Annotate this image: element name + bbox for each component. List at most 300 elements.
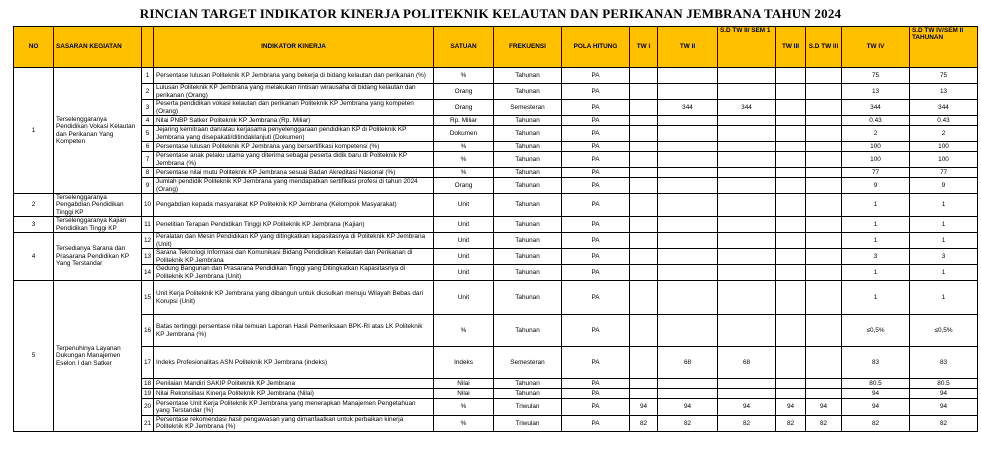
group-sasaran: Terpenuhinya Layanan Dukungan Manajemen Eselon I dan Satker <box>54 281 142 432</box>
sd-tw4-cell: 9 <box>910 178 978 194</box>
indicator-number: 18 <box>142 379 154 389</box>
tw2-cell <box>658 315 718 347</box>
group-sasaran: Terselenggaranya Kajian Pendidikan Tinggi KP <box>54 217 142 233</box>
sd-tw2-cell <box>718 281 776 315</box>
tw2-cell: 68 <box>658 347 718 379</box>
tw1-cell <box>630 217 658 233</box>
satuan-cell: % <box>434 68 494 84</box>
tw2-cell <box>658 281 718 315</box>
indicator-name: Persentase Unit Kerja Politeknik KP Jembrana yang menerapkan Manajemen Pengetahuan yang Terstandar (%) <box>154 399 434 416</box>
tw2-cell <box>658 178 718 194</box>
satuan-cell: Dokumen <box>434 126 494 142</box>
tw3-cell <box>776 217 806 233</box>
frekuensi-cell: Tahunan <box>494 142 562 152</box>
sd-tw3-cell <box>806 315 842 347</box>
satuan-cell: % <box>434 416 494 432</box>
indicator-name: Lulusan Politeknik KP Jembrana yang melakukan rintisan wirausaha di bidang kelautan dan perikanan (Orang) <box>154 84 434 100</box>
tw1-cell: 82 <box>630 416 658 432</box>
sd-tw3-cell <box>806 84 842 100</box>
tw4-cell: 1 <box>842 217 910 233</box>
tw4-cell: 82 <box>842 416 910 432</box>
sd-tw2-cell: 344 <box>718 100 776 116</box>
tw3-cell <box>776 116 806 126</box>
sd-tw4-cell: 1 <box>910 233 978 249</box>
indicator-name: Persentase rekomendasi hasil pengawasan yang dimanfaatkan untuk perbaikan kinerja Politeknik KP Jembrana (%) <box>154 416 434 432</box>
frekuensi-cell: Tahunan <box>494 379 562 389</box>
sd-tw2-cell <box>718 315 776 347</box>
tw2-cell <box>658 152 718 168</box>
pola-hitung-cell: PA <box>562 84 630 100</box>
indicator-number: 7 <box>142 152 154 168</box>
tw2-cell <box>658 142 718 152</box>
table-row <box>14 178 978 194</box>
table-row <box>14 347 978 379</box>
tw2-cell <box>658 126 718 142</box>
tw3-cell <box>776 389 806 399</box>
indicator-name: Jejaring kemitraan dan/atau kerjasama penyelenggaraan pendidikan KP di Politeknik KP Jembrana yang disepakati/ditindaklanjuti (Dokumen) <box>154 126 434 142</box>
sd-tw4-cell: 100 <box>910 142 978 152</box>
tw1-cell <box>630 116 658 126</box>
indicator-name: Persentase lulusan Politeknik KP Jembrana yang bersertifikasi kompetensi (%) <box>154 142 434 152</box>
pola-hitung-cell: PA <box>562 379 630 389</box>
tw1-cell <box>630 168 658 178</box>
frekuensi-cell: Tahunan <box>494 152 562 168</box>
sd-tw2-cell <box>718 168 776 178</box>
satuan-cell: % <box>434 315 494 347</box>
pola-hitung-cell: PA <box>562 347 630 379</box>
tw3-cell <box>776 379 806 389</box>
pola-hitung-cell: PA <box>562 233 630 249</box>
pola-hitung-cell: PA <box>562 265 630 281</box>
sd-tw4-cell: 344 <box>910 100 978 116</box>
table-row <box>14 249 978 265</box>
tw1-cell <box>630 142 658 152</box>
tw1-cell <box>630 265 658 281</box>
indicator-number: 9 <box>142 178 154 194</box>
indicator-number: 11 <box>142 217 154 233</box>
group-number: 3 <box>14 217 54 233</box>
tw2-cell <box>658 233 718 249</box>
frekuensi-cell: Semesteran <box>494 100 562 116</box>
tw1-cell <box>630 100 658 116</box>
sd-tw2-cell <box>718 249 776 265</box>
pola-hitung-cell: PA <box>562 152 630 168</box>
tw2-cell <box>658 249 718 265</box>
tw4-cell: 75 <box>842 68 910 84</box>
tw2-cell: 94 <box>658 399 718 416</box>
group-sasaran: Tersedianya Sarana dan Prasarana Pendidikan KP Yang Terstandar <box>54 233 142 281</box>
pola-hitung-cell: PA <box>562 217 630 233</box>
tw4-cell: 1 <box>842 265 910 281</box>
group-number: 5 <box>14 281 54 432</box>
pola-hitung-cell: PA <box>562 116 630 126</box>
sd-tw2-cell <box>718 389 776 399</box>
header-frekuensi: FREKUENSI <box>494 27 562 68</box>
table-row <box>14 399 978 416</box>
indicator-name: Persentase nilai mutu Politeknik KP Jembrana sesuai Badan Akreditasi Nasional (%) <box>154 168 434 178</box>
indicator-name: Persentase anak pelaku utama yang diterima sebagai peserta didik baru di Politeknik KP Jembrana (%) <box>154 152 434 168</box>
tw3-cell <box>776 84 806 100</box>
satuan-cell: Indeks <box>434 347 494 379</box>
indicator-name: Nilai Rekonsiliasi Kinerja Politeknik KP Jembrana (Nilai) <box>154 389 434 399</box>
indicator-number: 4 <box>142 116 154 126</box>
group-number: 2 <box>14 194 54 217</box>
sd-tw4-cell: 13 <box>910 84 978 100</box>
sd-tw4-cell: 75 <box>910 68 978 84</box>
tw1-cell <box>630 178 658 194</box>
header-no: NO <box>14 27 54 68</box>
frekuensi-cell: Tahunan <box>494 249 562 265</box>
group-number: 4 <box>14 233 54 281</box>
indicator-name: Peralatan dan Mesin Pendidikan KP yang ditingkatkan kapasitasnya di Politeknik KP Jembrana (Unit) <box>154 233 434 249</box>
header-tw1: TW I <box>630 27 658 68</box>
frekuensi-cell: Tahunan <box>494 84 562 100</box>
tw1-cell <box>630 281 658 315</box>
pola-hitung-cell: PA <box>562 126 630 142</box>
tw3-cell <box>776 265 806 281</box>
table-row <box>14 265 978 281</box>
indicator-number: 21 <box>142 416 154 432</box>
tw4-cell: 3 <box>842 249 910 265</box>
tw3-cell <box>776 347 806 379</box>
tw3-cell <box>776 142 806 152</box>
tw1-cell <box>630 379 658 389</box>
frekuensi-cell: Tahunan <box>494 194 562 217</box>
table-row <box>14 116 978 126</box>
indicator-number: 14 <box>142 265 154 281</box>
satuan-cell: Nilai <box>434 389 494 399</box>
pola-hitung-cell: PA <box>562 399 630 416</box>
sd-tw3-cell <box>806 116 842 126</box>
indicator-name: Sarana Teknologi Informasi dan Komunikasi Bidang Pendidikan Kelautan dan Perikanan di Politeknik KP Jembrana <box>154 249 434 265</box>
document-title: RINCIAN TARGET INDIKATOR KINERJA POLITEKNIK KELAUTAN DAN PERIKANAN JEMBRANA TAHUN 2024 <box>139 6 842 21</box>
indicator-number: 17 <box>142 347 154 379</box>
pola-hitung-cell: PA <box>562 168 630 178</box>
table-row <box>14 217 978 233</box>
indicator-number: 6 <box>142 142 154 152</box>
indicator-number: 2 <box>142 84 154 100</box>
indicator-number: 15 <box>142 281 154 315</box>
tw4-cell: 77 <box>842 168 910 178</box>
indicator-name: Jumlah pendidik Politeknik KP Jembrana yang mendapatkan sertifikasi profesi di tahun 2024 (Orang) <box>154 178 434 194</box>
indicator-number: 16 <box>142 315 154 347</box>
frekuensi-cell: Semesteran <box>494 347 562 379</box>
sd-tw2-cell <box>718 194 776 217</box>
pola-hitung-cell: PA <box>562 68 630 84</box>
tw2-cell <box>658 116 718 126</box>
tw1-cell <box>630 152 658 168</box>
satuan-cell: Unit <box>434 217 494 233</box>
table-row <box>14 281 978 315</box>
header-sasaran: SASARAN KEGIATAN <box>54 27 142 68</box>
table-row <box>14 315 978 347</box>
tw4-cell: 94 <box>842 399 910 416</box>
table-row <box>14 416 978 432</box>
indicator-name: Nilai PNBP Satker Politeknik KP Jembrana (Rp. Miliar) <box>154 116 434 126</box>
pola-hitung-cell: PA <box>562 100 630 116</box>
sd-tw3-cell <box>806 379 842 389</box>
sd-tw3-cell <box>806 142 842 152</box>
header-tw2: TW II <box>658 27 718 68</box>
sd-tw4-cell: 2 <box>910 126 978 142</box>
indicator-number: 20 <box>142 399 154 416</box>
indicator-number: 19 <box>142 389 154 399</box>
tw1-cell <box>630 389 658 399</box>
indicator-name: Pengabdian kepada masyarakat KP Politeknik KP Jembrana (Kelompok Masyarakat) <box>154 194 434 217</box>
header-tw3: TW III <box>776 27 806 68</box>
tw2-cell <box>658 217 718 233</box>
pola-hitung-cell: PA <box>562 142 630 152</box>
sd-tw4-cell: 0.43 <box>910 116 978 126</box>
satuan-cell: % <box>434 399 494 416</box>
sd-tw3-cell <box>806 168 842 178</box>
tw2-cell: 344 <box>658 100 718 116</box>
sd-tw4-cell: ≤0,5% <box>910 315 978 347</box>
frekuensi-cell: Tahunan <box>494 116 562 126</box>
sd-tw3-cell <box>806 217 842 233</box>
satuan-cell: Unit <box>434 233 494 249</box>
sd-tw2-cell <box>718 152 776 168</box>
sd-tw2-cell <box>718 116 776 126</box>
tw3-cell <box>776 315 806 347</box>
table-row <box>14 84 978 100</box>
tw4-cell: 1 <box>842 194 910 217</box>
sd-tw4-cell: 100 <box>910 152 978 168</box>
satuan-cell: Unit <box>434 265 494 281</box>
indicator-name: Peserta pendidikan vokasi kelautan dan perikanan Politeknik KP Jembrana yang kompeten (Orang) <box>154 100 434 116</box>
frekuensi-cell: Triwulan <box>494 416 562 432</box>
sd-tw3-cell <box>806 126 842 142</box>
sd-tw3-cell <box>806 265 842 281</box>
tw3-cell <box>776 281 806 315</box>
tw1-cell <box>630 315 658 347</box>
sd-tw2-cell <box>718 142 776 152</box>
sd-tw3-cell: 82 <box>806 416 842 432</box>
indicator-name: Penilaian Mandiri SAKIP Politeknik KP Jembrana <box>154 379 434 389</box>
header-row <box>14 27 978 68</box>
sd-tw4-cell: 77 <box>910 168 978 178</box>
group-sasaran: Terselenggaranya Pendidikan Vokasi Kelautan dan Perikanan Yang Kompeten <box>54 68 142 194</box>
sd-tw3-cell <box>806 233 842 249</box>
sd-tw4-cell: 94 <box>910 389 978 399</box>
header-pola-hitung: POLA HITUNG <box>562 27 630 68</box>
sd-tw2-cell <box>718 233 776 249</box>
indicator-name: Unit Kerja Politeknik KP Jembrana yang dibangun untuk diusulkan menuju Wilayah Bebas dari Korupsi (Unit) <box>154 281 434 315</box>
sd-tw2-cell <box>718 126 776 142</box>
header-sd-tw2: S.D TW II/ SEM 1 <box>718 27 776 68</box>
tw2-cell <box>658 84 718 100</box>
sd-tw2-cell <box>718 265 776 281</box>
frekuensi-cell: Tahunan <box>494 265 562 281</box>
tw2-cell <box>658 68 718 84</box>
sd-tw3-cell <box>806 389 842 399</box>
tw3-cell <box>776 68 806 84</box>
tw2-cell <box>658 265 718 281</box>
sd-tw4-cell: 1 <box>910 194 978 217</box>
satuan-cell: Orang <box>434 100 494 116</box>
tw2-cell <box>658 389 718 399</box>
sd-tw4-cell: 83 <box>910 347 978 379</box>
tw4-cell: 100 <box>842 152 910 168</box>
sd-tw3-cell <box>806 194 842 217</box>
satuan-cell: % <box>434 142 494 152</box>
sd-tw3-cell <box>806 100 842 116</box>
satuan-cell: Nilai <box>434 379 494 389</box>
sd-tw3-cell <box>806 249 842 265</box>
pola-hitung-cell: PA <box>562 416 630 432</box>
sd-tw4-cell: 3 <box>910 249 978 265</box>
tw4-cell: 94 <box>842 389 910 399</box>
header-indikator: INDIKATOR KINERJA <box>154 27 434 68</box>
satuan-cell: Rp. Miliar <box>434 116 494 126</box>
sd-tw4-cell: 82 <box>910 416 978 432</box>
tw4-cell: 13 <box>842 84 910 100</box>
pola-hitung-cell: PA <box>562 178 630 194</box>
tw3-cell <box>776 126 806 142</box>
frekuensi-cell: Tahunan <box>494 217 562 233</box>
indicator-number: 5 <box>142 126 154 142</box>
indicator-name: Indeks Profesionalitas ASN Politeknik KP Jembrana (indeks) <box>154 347 434 379</box>
tw1-cell <box>630 233 658 249</box>
sd-tw2-cell <box>718 178 776 194</box>
pola-hitung-cell: PA <box>562 389 630 399</box>
sd-tw3-cell: 94 <box>806 399 842 416</box>
header-satuan: SATUAN <box>434 27 494 68</box>
tw3-cell <box>776 178 806 194</box>
tw4-cell: ≤0,5% <box>842 315 910 347</box>
tw4-cell: 80.5 <box>842 379 910 389</box>
tw1-cell <box>630 347 658 379</box>
table-row <box>14 68 978 84</box>
frekuensi-cell: Tahunan <box>494 68 562 84</box>
tw4-cell: 344 <box>842 100 910 116</box>
tw4-cell: 100 <box>842 142 910 152</box>
tw1-cell <box>630 126 658 142</box>
sd-tw3-cell <box>806 152 842 168</box>
tw4-cell: 0.43 <box>842 116 910 126</box>
satuan-cell: % <box>434 152 494 168</box>
sd-tw4-cell: 1 <box>910 217 978 233</box>
sd-tw2-cell: 82 <box>718 416 776 432</box>
header-idx <box>142 27 154 68</box>
indicator-number: 8 <box>142 168 154 178</box>
indicator-number: 1 <box>142 68 154 84</box>
indicator-number: 10 <box>142 194 154 217</box>
tw1-cell <box>630 194 658 217</box>
sd-tw4-cell: 94 <box>910 399 978 416</box>
sd-tw3-cell <box>806 281 842 315</box>
tw2-cell: 82 <box>658 416 718 432</box>
tw4-cell: 2 <box>842 126 910 142</box>
table-row <box>14 389 978 399</box>
header-tw4: TW IV <box>842 27 910 68</box>
satuan-cell: Unit <box>434 249 494 265</box>
sd-tw2-cell <box>718 379 776 389</box>
frekuensi-cell: Tahunan <box>494 281 562 315</box>
group-number: 1 <box>14 68 54 194</box>
table-row <box>14 142 978 152</box>
tw3-cell <box>776 168 806 178</box>
tw3-cell <box>776 233 806 249</box>
sd-tw4-cell: 1 <box>910 281 978 315</box>
tw1-cell: 94 <box>630 399 658 416</box>
indicator-number: 3 <box>142 100 154 116</box>
indicator-name: Persentase lulusan Politeknik KP Jembrana yang bekerja di bidang kelautan dan perikanan (%) <box>154 68 434 84</box>
tw4-cell: 83 <box>842 347 910 379</box>
table-row <box>14 168 978 178</box>
tw4-cell: 9 <box>842 178 910 194</box>
tw3-cell <box>776 249 806 265</box>
tw2-cell <box>658 379 718 389</box>
sd-tw2-cell: 68 <box>718 347 776 379</box>
sd-tw2-cell <box>718 68 776 84</box>
tw2-cell <box>658 168 718 178</box>
frekuensi-cell: Triwulan <box>494 399 562 416</box>
frekuensi-cell: Tahunan <box>494 168 562 178</box>
tw3-cell: 82 <box>776 416 806 432</box>
header-sd-tw3: S.D TW III <box>806 27 842 68</box>
table-row <box>14 379 978 389</box>
tw4-cell: 1 <box>842 281 910 315</box>
frekuensi-cell: Tahunan <box>494 233 562 249</box>
tw4-cell: 1 <box>842 233 910 249</box>
tw1-cell <box>630 84 658 100</box>
pola-hitung-cell: PA <box>562 249 630 265</box>
satuan-cell: % <box>434 168 494 178</box>
sd-tw2-cell <box>718 217 776 233</box>
table-row <box>14 152 978 168</box>
group-sasaran: Terselenggaranya Pengabdian Pendidikan Tinggi KP <box>54 194 142 217</box>
satuan-cell: Orang <box>434 178 494 194</box>
sd-tw4-cell: 1 <box>910 265 978 281</box>
tw3-cell: 94 <box>776 399 806 416</box>
sd-tw3-cell <box>806 68 842 84</box>
sd-tw3-cell <box>806 178 842 194</box>
frekuensi-cell: Tahunan <box>494 389 562 399</box>
tw2-cell <box>658 194 718 217</box>
tw1-cell <box>630 68 658 84</box>
indicator-number: 13 <box>142 249 154 265</box>
header-sd-tw4: S.D TW IV/SEM II TAHUNAN <box>910 27 978 68</box>
indicator-name: Penelitian Terapan Pendidikan Tinggi KP Politeknik KP Jembrana (Kajian) <box>154 217 434 233</box>
sd-tw2-cell <box>718 84 776 100</box>
table-row <box>14 233 978 249</box>
pola-hitung-cell: PA <box>562 194 630 217</box>
satuan-cell: Orang <box>434 84 494 100</box>
sd-tw3-cell <box>806 347 842 379</box>
pola-hitung-cell: PA <box>562 315 630 347</box>
sd-tw2-cell: 94 <box>718 399 776 416</box>
indicator-number: 12 <box>142 233 154 249</box>
satuan-cell: Unit <box>434 194 494 217</box>
satuan-cell: Unit <box>434 281 494 315</box>
indicator-name: Batas tertinggi persentase nilai temuan Laporan Hasil Pemeriksaan BPK-RI atas LK Politeknik KP Jembrana (%) <box>154 315 434 347</box>
table-row <box>14 194 978 217</box>
frekuensi-cell: Tahunan <box>494 178 562 194</box>
table-row <box>14 100 978 116</box>
pola-hitung-cell: PA <box>562 281 630 315</box>
tw3-cell <box>776 100 806 116</box>
tw3-cell <box>776 194 806 217</box>
tw1-cell <box>630 249 658 265</box>
tw3-cell <box>776 152 806 168</box>
indicator-name: Gedung Bangunan dan Prasarana Pendidikan Tinggi yang Ditingkatkan Kapasitasnya di Politeknik KP Jembrana (Unit) <box>154 265 434 281</box>
table-row <box>14 126 978 142</box>
frekuensi-cell: Tahunan <box>494 315 562 347</box>
frekuensi-cell: Tahunan <box>494 126 562 142</box>
target-table <box>13 26 978 432</box>
sd-tw4-cell: 80.5 <box>910 379 978 389</box>
